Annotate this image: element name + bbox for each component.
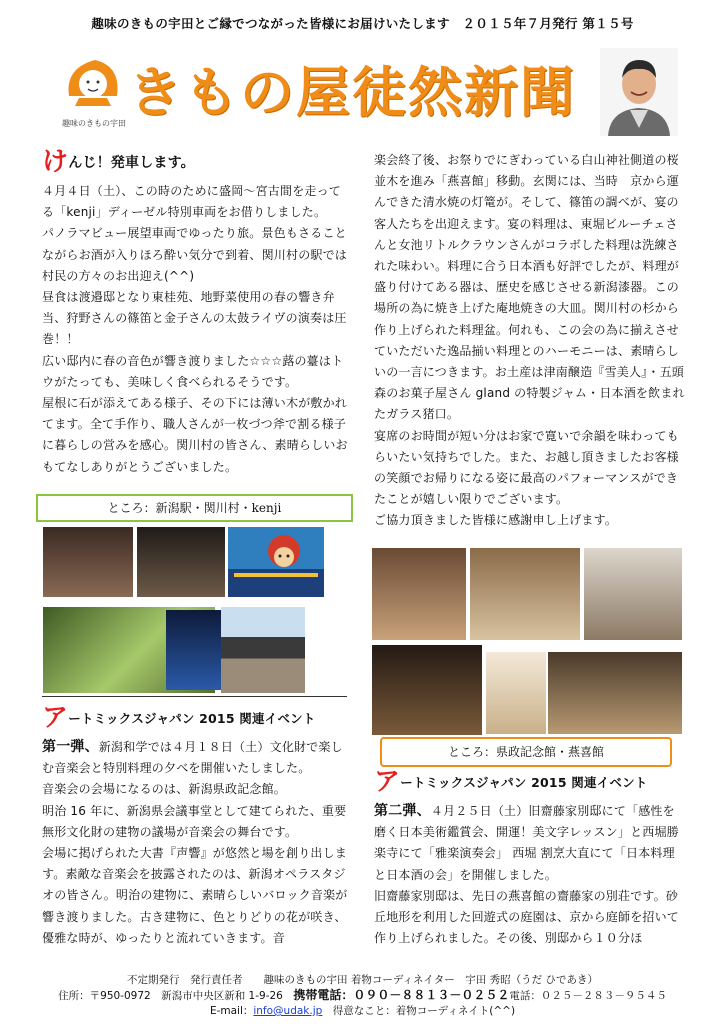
shop-logo <box>55 48 133 128</box>
footer-mobile: 携帯電話：０９０－８８１３－０２５２ <box>293 988 510 1002</box>
footer-email-label: E-mail： <box>209 1005 254 1017</box>
section-divider <box>42 696 347 697</box>
event-1-paragraph-1 <box>42 737 349 779</box>
kenji-heading <box>42 147 349 177</box>
photo-group-smiling <box>137 527 225 597</box>
photo-kimono-group <box>470 548 580 640</box>
owner-portrait <box>600 48 678 136</box>
kenji-heading-initial: け <box>42 147 69 177</box>
event-1-paragraph-2: 音楽会の会場になるのは、新潟県政記念館。 <box>42 782 287 797</box>
event-1-section <box>42 703 349 949</box>
banquet-paragraph-2: 宴席のお時間が短い分はお家で寛いで余韻を味わってもらいたい気持ちでした。また、お越し頂きましたお客様の笑顔でお帰りになる姿に最高のパフォーマンスができたことが嬉しい限りでございます。 <box>374 428 679 507</box>
event-location-box: ところ：県政記念館・燕喜館 <box>380 737 672 767</box>
logo-text: 趣味のきもの宇田 <box>62 119 126 128</box>
issue-tagline: 趣味のきもの宇田とご縁でつながった皆様にお届けいたします ２０１５年７月発行 第１５号 <box>91 16 634 31</box>
event-1-intro: 新潟和学では４月１８日（土）文化財で楽しむ音楽会と特別料理の夕べを開催いたしました。 <box>42 740 343 776</box>
event-2-paragraph-1 <box>374 801 686 886</box>
kenji-heading-rest: んじ！発車します。 <box>68 155 195 171</box>
event-2-heading <box>374 767 686 797</box>
photo-kimono-women <box>43 527 133 597</box>
event-1-paragraph-3: 明治 16 年に、新潟県会議事堂として建てられた、重要無形文化財の建物の議場が音楽会の舞台です。 <box>42 803 347 839</box>
banquet-paragraph-1: 楽会終了後、お祭りでにぎわっている白山神社側道の桜並木を進み「燕喜館」移動。玄関には、当時 京から運んできた清水焼の灯篭が。そして、篠笛の調べが、宴の客人たちを出迎えます。宴の料理は、東堀ビルーチェさんと女池リトルクラウンさんがコラボした料理は洗練された味わい。料理に合う日本酒も好評でしたが、料理が盛り付けてある器は、歴史を感じさせる新潟漆器。この場所の為に焼き上げた庵地焼きの大皿。関川村の杉から作り上げられた料理盆。何れも、この会の為に揃えさせていただいた逸品揃い料理とのハーモニーは、素晴らしいの一言につきます。お土産は津南醸造『雪美人』・五頭 森のお菓子屋さん gland の特製ジャム・日本酒を飲まれたガラス猪口。 <box>374 153 685 422</box>
footer-contact <box>0 988 725 1004</box>
kenji-paragraph-5: 屋根に石が添えてある様子、その下には薄い木が敷かれてます。全て手作り、職人さんが一枚づつ斧で割る様子に暮らしの営みを感心。関川村の皆さん、素晴らしいおもてなしありがとうございました。 <box>42 396 348 474</box>
left-column <box>42 147 349 478</box>
event-2-lead: 第二弾、 <box>374 803 431 819</box>
event-1-lead: 第一弾、 <box>42 739 99 755</box>
photo-kenji-train-mascot <box>228 527 324 597</box>
event-2-section <box>374 767 686 949</box>
footer-phone: 電話：０２５－２８３－９５４５ <box>509 990 667 1002</box>
photo-flower-arrangement <box>486 652 546 734</box>
footer <box>0 973 725 1019</box>
kenji-location-box: ところ：新潟駅・関川村・kenji <box>36 494 353 522</box>
photo-assembly-hall <box>584 548 682 640</box>
footer-address: 住所：〒950-0972 新潟市中央区新和 1-9-26 <box>58 990 294 1002</box>
right-column <box>374 150 686 532</box>
event-1-heading-rest: ートミックスジャパン 2015 関連イベント <box>68 711 316 726</box>
photo-concert-performers <box>372 548 466 640</box>
event-1-heading <box>42 703 349 733</box>
footer-specialty: 得意なこと：着物コーディネイト(^^) <box>322 1005 516 1017</box>
event-1-heading-initial: ア <box>42 703 69 733</box>
photo-banquet-guests <box>548 652 682 734</box>
footer-publisher: 不定期発行 発行責任者 趣味のきもの宇田 着物コーディネイター 宇田 秀昭（うだ ひであき） <box>127 974 598 986</box>
kenji-paragraph-3: 昼食は渡邉邸となり東桂苑、地野菜使用の春の響き弁当、狩野さんの篠笛と金子さんの太鼓ライヴの演奏は圧巻！！ <box>42 290 347 347</box>
banquet-paragraph-3: ご協力頂きました皆様に感謝申し上げます。 <box>374 513 618 528</box>
event-2-intro: ４月２５日（土）旧齋藤家別邸にて「感性を磨く日本美術鑑賞会、開運！美文字レッスン」と西堀勝楽寺にて「雅楽演奏会」 西堀 割烹大直にて「日本料理と日本酒の会」を開催しました。 <box>374 804 679 882</box>
event-2-heading-rest: ートミックスジャパン 2015 関連イベント <box>400 775 648 790</box>
kenji-paragraph-2: パノラマビュー展望車両でゆったり旅。景色もさることながらお酒が入りほろ酔い気分で到着、関川村の駅では村民の方々のお出迎え(^^) <box>42 226 348 283</box>
event-2-paragraph-2: 旧齋藤家別邸は、先日の燕喜館の齋藤家の別荘です。砂丘地形を利用した回遊式の庭園は、京から庭師を招いて作り上げられました。その後、別邸から１０分ほ <box>374 888 680 946</box>
event-2-heading-initial: ア <box>374 767 401 797</box>
event-1-paragraph-4: 会場に掲げられた大書『声響』が悠然と場を創り出します。素敵な音楽会を披露されたのは、新潟オペラスタジオの皆さん。明治の建物に、素晴らしいバロック音楽が響き渡りました。古き建物に、色とりどりの花が咲き、優雅な時が、ゆったりと流れていきます。音 <box>42 846 348 945</box>
kenji-paragraph-4: 広い邸内に春の音色が響き渡りました☆☆☆蕗の薹はトウがたっても、美味しく食べられるそうです。 <box>42 353 344 389</box>
footer-email-line <box>0 1004 725 1019</box>
kenji-paragraph-1: ４月４日（土）、この時のために盛岡～宮古間を走ってる「kenji」ディーゼル特別車両をお借りしました。 <box>42 184 342 220</box>
masthead-title: きもの屋徒然新聞 <box>128 61 576 124</box>
footer-email-link[interactable]: info@udak.jp <box>253 1005 323 1017</box>
photo-musicians <box>372 645 482 735</box>
photo-traditional-house <box>221 607 305 693</box>
